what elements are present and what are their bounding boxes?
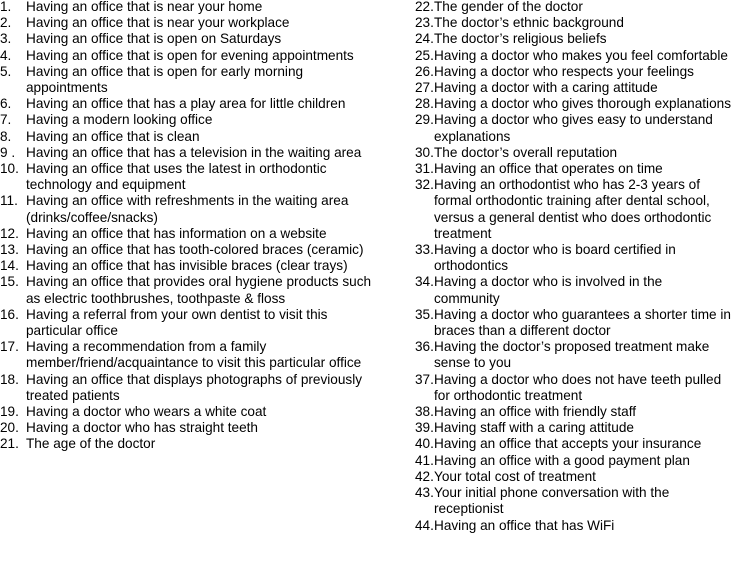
left-column-list [0,0,372,453]
list-item [415,31,731,47]
item-number: 27. [415,80,434,96]
list-item [0,339,372,371]
item-number: 29. [415,112,434,128]
item-number: 42. [415,468,434,484]
item-text: Having an office that has tooth-colored braces (ceramic) [26,242,364,258]
item-text: Having an office that has information on a website [26,225,327,241]
item-number: 41. [415,452,434,468]
item-number: 44. [415,517,434,533]
item-number: 21. [0,436,19,452]
item-number: 26. [415,63,434,79]
item-text: Having an office that is clean [26,128,200,144]
item-number: 22. [415,0,434,14]
item-text: The doctor’s overall reputation [434,144,618,160]
item-number: 9 . [0,144,16,160]
item-text: Having a doctor who does not have teeth pulled for orthodontic treatment [434,371,722,403]
item-number: 18. [0,371,19,387]
item-text: Having the doctor’s proposed treatment make sense to you [434,339,710,371]
list-item [0,436,372,452]
item-text: Having an office that accepts your insurance [434,436,702,452]
list-item [415,48,731,64]
list-item [0,15,372,31]
item-number: 43. [415,485,434,501]
item-text: Having a doctor who is board certified in orthodontics [434,242,676,274]
list-item [0,96,372,112]
item-number: 31. [415,161,434,177]
list-item [0,64,372,96]
item-text: Having an office that is open on Saturdays [26,31,282,47]
list-item [0,242,372,258]
item-text: The doctor’s ethnic background [434,15,624,31]
item-number: 37. [415,371,434,387]
item-text: Having an office that displays photographs of previously treated patients [26,371,363,403]
item-number: 7. [0,112,12,128]
item-number: 32. [415,177,434,193]
list-item [415,307,731,339]
item-text: Having an office with friendly staff [434,404,637,420]
item-number: 2. [0,15,12,31]
list-item [415,242,731,274]
item-text: Having an office that has WiFi [434,517,615,533]
list-item [415,436,731,452]
item-text: Having a recommendation from a family member/friend/acquaintance to visit this particular office [26,339,362,371]
item-number: 11. [0,193,18,209]
list-item [0,112,372,128]
list-item [415,64,731,80]
item-number: 39. [415,420,434,436]
item-number: 38. [415,404,434,420]
item-text: Having an office that is near your home [26,0,263,14]
list-item [415,469,731,485]
list-item [415,372,731,404]
item-text: The gender of the doctor [434,0,583,14]
item-text: Having an office that is near your workplace [26,15,290,31]
list-item [415,404,731,420]
list-item [415,145,731,161]
item-number: 17. [0,339,19,355]
list-item [415,80,731,96]
item-text: The age of the doctor [26,436,156,452]
right-column-list [415,0,731,534]
item-text: Having a doctor who wears a white coat [26,404,267,420]
item-number: 28. [415,96,434,112]
item-number: 20. [0,420,19,436]
item-text: Having an office that has a play area for little children [26,96,346,112]
item-text: Having an office that uses the latest in orthodontic technology and equipment [26,161,327,193]
list-item [415,177,731,242]
list-item [0,145,372,161]
item-number: 10. [0,161,19,177]
list-item [0,193,372,225]
item-text: Having an office that provides oral hygiene products such as electric toothbrushes, toothpaste & floss [26,274,372,306]
item-text: Having an orthodontist who has 2-3 years of formal orthodontic training after dental school, versus a general dentist who does orthodontic treatment [434,177,712,241]
list-item [0,258,372,274]
item-text: Having a doctor who respects your feelings [434,63,694,79]
list-item [0,274,372,306]
item-text: Having an office that is open for evening appointments [26,47,354,63]
item-number: 25. [415,47,434,63]
list-item [0,420,372,436]
item-text: Your initial phone conversation with the receptionist [434,485,670,517]
item-text: The doctor’s religious beliefs [434,31,607,47]
item-text: Having an office with refreshments in the waiting area (drinks/coffee/snacks) [26,193,349,225]
item-number: 33. [415,242,434,258]
list-item [0,372,372,404]
item-number: 16. [0,306,19,322]
list-item [415,339,731,371]
item-number: 5. [0,63,12,79]
item-text: Having a doctor who gives easy to understand explanations [434,112,713,144]
item-text: Having an office that is open for early morning appointments [26,63,304,96]
item-text: Having staff with a caring attitude [434,420,634,436]
item-text: Having a doctor who has straight teeth [26,420,258,436]
list-item [415,485,731,517]
item-text: Having an office that operates on time [434,161,663,177]
item-number: 15. [0,274,19,290]
list-item [0,404,372,420]
list-item [0,0,372,15]
item-number: 24. [415,31,434,47]
item-number: 30. [415,144,434,160]
list-item [415,112,731,144]
item-number: 14. [0,258,19,274]
list-item [0,31,372,47]
item-number: 34. [415,274,434,290]
list-item [415,161,731,177]
item-number: 36. [415,339,434,355]
list-item [0,129,372,145]
list-item [0,48,372,64]
item-number: 4. [0,47,12,63]
list-item [0,307,372,339]
item-text: Having a doctor with a caring attitude [434,80,658,96]
item-number: 19. [0,404,19,420]
item-number: 23. [415,15,434,31]
item-number: 35. [415,306,434,322]
item-number: 3. [0,31,12,47]
item-text: Having an office with a good payment plan [434,452,690,468]
list-item [415,274,731,306]
item-number: 8. [0,128,12,144]
item-text: Having a referral from your own dentist to visit this particular office [26,306,328,339]
list-item [0,161,372,193]
item-text: Your total cost of treatment [434,468,596,484]
list-item [415,518,731,534]
item-number: 40. [415,436,434,452]
list-item [415,0,731,15]
item-text: Having a modern looking office [26,112,213,128]
item-text: Having an office that has a television in the waiting area [26,144,362,160]
item-number: 13. [0,242,19,258]
list-item [415,453,731,469]
item-number: 6. [0,96,12,112]
list-item [415,15,731,31]
item-number: 1. [0,0,12,14]
item-text: Having a doctor who gives thorough explanations [434,96,731,112]
item-text: Having an office that has invisible braces (clear trays) [26,258,348,274]
item-text: Having a doctor who guarantees a shorter time in braces than a different doctor [434,306,731,339]
item-text: Having a doctor who makes you feel comfortable [434,47,728,63]
list-item [0,226,372,242]
list-item [415,96,731,112]
list-item [415,420,731,436]
item-number: 12. [0,225,19,241]
item-text: Having a doctor who is involved in the community [434,274,663,306]
